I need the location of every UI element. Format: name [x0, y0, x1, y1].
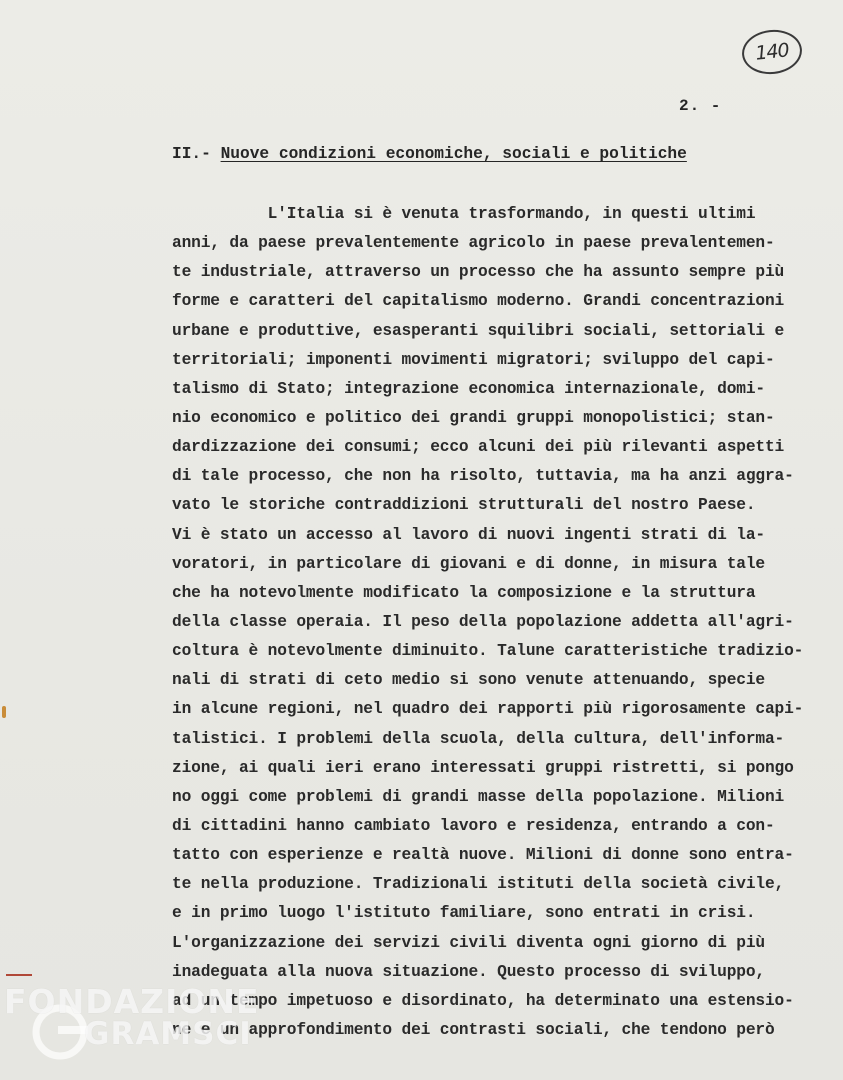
text-line: nali di strati di ceto medio si sono venute attenuando, specie: [172, 671, 765, 690]
text-line: voratori, in particolare di giovani e di donne, in misura tale: [172, 554, 765, 573]
text-line: te nella produzione. Tradizionali istituti della società civile,: [172, 875, 785, 894]
text-line: talismo di Stato; integrazione economica internazionale, domi-: [172, 379, 765, 398]
text-line: coltura è notevolmente diminuito. Talune caratteristiche tradizio-: [172, 642, 804, 661]
text-line: e in primo luogo l'istituto familiare, sono entrati in crisi.: [172, 904, 756, 923]
archive-number-stamp: 140: [740, 27, 804, 77]
text-line: ad un tempo impetuoso e disordinato, ha determinato una estensio-: [172, 991, 794, 1010]
watermark-text-line2: GRAMSCI: [84, 1016, 252, 1052]
text-line: Vi è stato un accesso al lavoro di nuovi ingenti strati di la-: [172, 525, 765, 544]
text-line: urbane e produttive, esasperanti squilibri sociali, settoriali e: [172, 321, 785, 340]
text-line: zione, ai quali ieri erano interessati gruppi ristretti, si pongo: [172, 758, 794, 777]
text-line: no oggi come problemi di grandi masse della popolazione. Milioni: [172, 787, 785, 806]
text-line: inadeguata alla nuova situazione. Questo processo di sviluppo,: [172, 962, 765, 981]
text-line: L'Italia si è venuta trasformando, in questi ultimi: [172, 205, 756, 223]
page-number: 2. -: [679, 97, 722, 115]
watermark-text-line1: FONDAZIONE: [4, 982, 260, 1021]
text-line: ne e un approfondimento dei contrasti sociali, che tendono però: [172, 1020, 775, 1039]
text-line: anni, da paese prevalentemente agricolo in paese prevalentemen-: [172, 234, 775, 253]
body-text: [172, 200, 827, 1045]
section-heading: [172, 145, 687, 163]
text-line: talistici. I problemi della scuola, della cultura, dell'informa-: [172, 729, 785, 748]
text-line: di tale processo, che non ha risolto, tuttavia, ma ha anzi aggra-: [172, 467, 794, 486]
text-line: forme e caratteri del capitalismo moderno. Grandi concentrazioni: [172, 292, 785, 311]
section-title: Nuove condizioni economiche, sociali e politiche: [220, 145, 687, 163]
text-line: dardizzazione dei consumi; ecco alcuni dei più rilevanti aspetti: [172, 438, 785, 457]
section-number: II.-: [172, 145, 211, 163]
text-line: tatto con esperienze e realtà nuove. Milioni di donne sono entra-: [172, 846, 794, 865]
text-line: della classe operaia. Il peso della popolazione addetta all'agri-: [172, 612, 794, 631]
watermark-logo: [0, 976, 260, 1080]
text-line: L'organizzazione dei servizi civili diventa ogni giorno di più: [172, 933, 765, 952]
text-line: vato le storiche contraddizioni strutturali del nostro Paese.: [172, 496, 756, 515]
margin-mark: [2, 706, 6, 718]
text-line: in alcune regioni, nel quadro dei rapporti più rigorosamente capi-: [172, 700, 804, 719]
text-line: te industriale, attraverso un processo che ha assunto sempre più: [172, 263, 785, 282]
text-line: di cittadini hanno cambiato lavoro e residenza, entrando a con-: [172, 816, 775, 835]
text-line: territoriali; imponenti movimenti migratori; sviluppo del capi-: [172, 350, 775, 369]
text-line: nio economico e politico dei grandi gruppi monopolistici; stan-: [172, 408, 775, 427]
text-line: che ha notevolmente modificato la composizione e la struttura: [172, 583, 756, 602]
